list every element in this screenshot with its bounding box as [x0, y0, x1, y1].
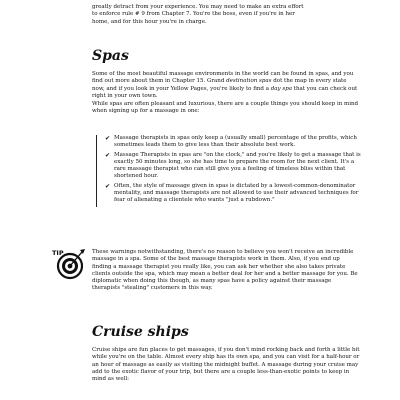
checkmark-icon: ✔: [105, 151, 111, 159]
checkmark-icon: ✔: [105, 182, 111, 190]
spas-p1-b: dot the map in every state now, and if you look in your Yellow Pages, you're likely to find a: [92, 78, 347, 92]
spas-p1-em1: destination spas: [226, 78, 272, 85]
tip-label: TIP: [52, 249, 64, 257]
spas-paragraph-2: While spas are often pleasant and luxurious, there are a couple things you should keep in mind when signing up for a massage in one:: [92, 101, 359, 115]
intro-paragraph: [92, 4, 360, 26]
checklist-item-text: Massage Therapists in spas are "on the clock," and you're likely to get a massage that is exactly 50 minutes long, so she has time to prepare the room for the next client. It's a rare massage therapist who can still give you a feeling of timeless bliss within that shortened hour.: [114, 151, 361, 180]
target-tip-icon: [52, 246, 86, 280]
checklist-item: [105, 135, 367, 150]
spas-p1-c: that you can check out right in your own town.: [92, 85, 358, 99]
checklist-item-text: Often, the style of massage given in spas is dictated by a lowest-common-denominator mentality, and massage therapists are not allowed to use their advanced techniques for fear of alienating a clientele who wants "just a rubdown.": [114, 182, 359, 204]
checklist-item: [105, 183, 367, 205]
section-heading-spas: Spas: [92, 48, 129, 64]
checklist-item-text: Massage therapists in spas only keep a (usually small) percentage of the profits, which sometimes leads them to give less than their absolute best work.: [114, 135, 357, 149]
spas-p1-a: Some of the most beautiful massage environments in the world can be found in spas, and you find out more about them in Chapter 15. Grand: [92, 71, 354, 85]
spas-p1-em2: day spa: [270, 85, 293, 92]
intro-line-3: home, and for this hour you're in charge.: [92, 18, 207, 25]
section-heading-cruise-ships: Cruise ships: [92, 324, 189, 340]
spas-checklist: [96, 135, 367, 207]
intro-line-1: greatly detract from your experience. You may need to make an extra effort: [92, 4, 304, 10]
spas-paragraph-1: [92, 71, 360, 100]
tip-paragraph: These warnings notwithstanding, there's no reason to believe you won't receive an incredible massage in a spa. Some of the best massage therapists work in them. Also, if you end up finding a massage therapist you really like, you can ask her whether she also takes private clients outside the spa, which may mean a better deal for her and a better massage for you. Be diplomatic when doing this though, as many spas have a policy against their massage therapists "stealing" customers in this way.: [92, 249, 358, 292]
checklist-item: [105, 152, 367, 181]
cruise-paragraph: Cruise ships are fun places to get massages, if you don't mind rocking back and forth a little bit while you're on the table. Almost every ship has its own spa, and you can visit for a half-hour or an hour of massage as easily as visiting the midnight buffet. A massage during your cruise may add to the exotic flavor of your trip, but there are a couple less-than-exotic points to keep in mind as well:: [92, 347, 360, 383]
intro-line-2: to enforce rule # 9 from Chapter 7. You're the boss, even if you're in her: [92, 11, 295, 18]
checkmark-icon: ✔: [105, 135, 111, 142]
